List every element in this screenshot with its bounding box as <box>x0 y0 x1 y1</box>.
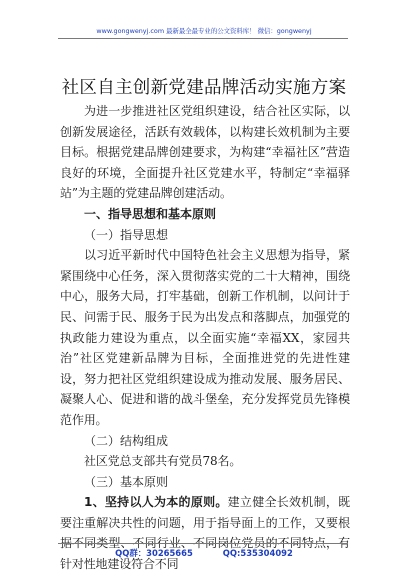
subheading-structure: （二）结构组成 <box>84 433 169 448</box>
footer-divider <box>58 543 348 544</box>
section-heading-guiding-principles: 一、指导思想和基本原则 <box>84 206 217 221</box>
principle-1-body: 建立健全长效机制，既要注重解决共性的问题，用于指导面上的工作，又要根据不同类型、不同行业、不同岗位党员的不同特点，有针对性地建设符合不同 <box>60 495 350 572</box>
subheading-guiding-ideology: （一）指导思想 <box>84 227 169 242</box>
intro-paragraph: 为进一步推进社区党组织建设，结合社区实际，以创新发展途径，活跃有效载体，以构建长效机制为主要目标。根据党建品牌创建要求，为构建“幸福社区”营造良好的环境，全面提升社区党建水平，特制定“幸福驿站”为主题的党建品牌创建活动。 <box>60 104 350 201</box>
principle-1-lead: 1、坚持以人为本的原则。 <box>84 495 228 510</box>
site-header: www.gongwenyj.com 最新最全最专业的公文资料库！ 微信：gongwenyj <box>96 27 312 35</box>
document-body <box>60 101 350 575</box>
footer-qq-group: QQ群：30265665 <box>115 548 193 558</box>
structure-paragraph: 社区党总支部共有党员78名。 <box>84 454 242 469</box>
principle-1-paragraph <box>60 492 350 574</box>
header-divider <box>58 38 348 39</box>
site-footer <box>0 547 408 559</box>
document-title: 社区自主创新党建品牌活动实施方案 <box>61 78 347 98</box>
footer-qq: QQ:535304092 <box>222 548 293 558</box>
subheading-basic-principles: （三）基本原则 <box>84 474 169 489</box>
guiding-ideology-paragraph: 以习近平新时代中国特色社会主义思想为指导，紧紧围绕中心任务，深入贯彻落实党的二十大精神，围绕中心，服务大局，打牢基础，创新工作机制，以问计于民、问需于民、服务于民为出发点和落脚点，加强党的执政能力建设为重点，以全面实施“幸福XX，家园共治”社区党建新品牌为目标，全面推进党的先进性建设，努力把社区党组织建设成为推动发展、服务居民、凝聚人心、促进和谐的战斗堡垒，充分发挥党员先锋模范作用。 <box>60 248 350 427</box>
